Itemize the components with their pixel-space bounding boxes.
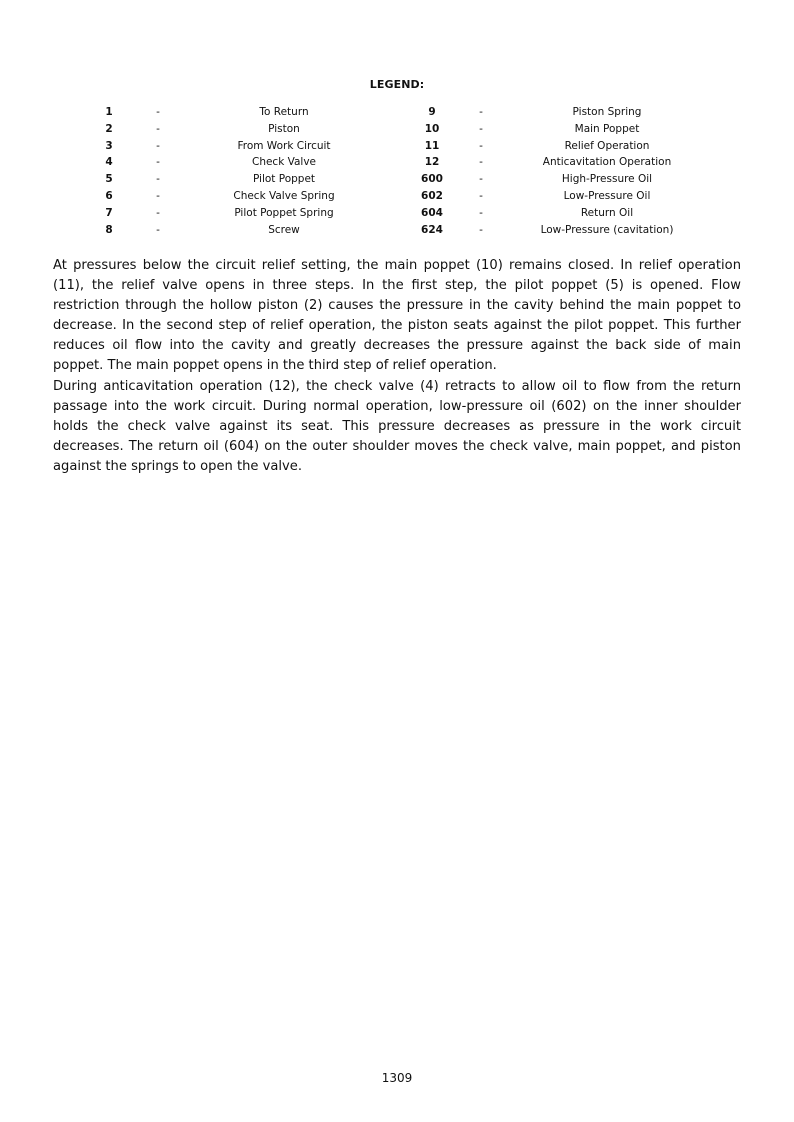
legend-number: 3 <box>105 139 113 152</box>
legend-dash: - <box>156 223 160 236</box>
legend-dash: - <box>156 206 160 219</box>
legend-label: From Work Circuit <box>237 139 331 152</box>
legend-dash: - <box>479 156 483 169</box>
legend-dash: - <box>156 173 160 186</box>
legend-label: Pilot Poppet Spring <box>234 206 334 219</box>
legend-number: 624 <box>421 223 443 236</box>
legend-number: 5 <box>105 173 113 186</box>
legend-label: Return Oil <box>580 206 634 219</box>
legend-number: 2 <box>105 122 113 135</box>
legend-label: Main Poppet <box>574 122 640 135</box>
legend-dash: - <box>156 190 160 202</box>
legend-dash: - <box>479 106 483 118</box>
legend-dash: - <box>479 139 483 152</box>
legend-label: Piston Spring <box>572 106 642 118</box>
page-number: 1309 <box>381 1071 413 1085</box>
legend-label: Check Valve Spring <box>233 190 335 202</box>
legend-label: Anticavitation Operation <box>542 156 672 169</box>
body-paragraph-relief: At pressures below the circuit relief setting, the main poppet (10) remains closed. In relief operation (11), the relief valve opens in three steps. In the first step, the pilot poppet (5) is opened. Flow restriction through the hollow piston (2) causes the pressure in the cavity behind the main poppet to decrease. In the second step of relief operation, the piston seats against the pilot poppet. This further reduces oil flow into the cavity and greatly decreases the pressure against the back side of main poppet. The main poppet opens in the third step of relief operation. <box>53 258 741 373</box>
legend-row <box>0 121 794 138</box>
legend-dash: - <box>156 139 160 152</box>
legend-number: 1 <box>105 106 113 118</box>
legend-dash: - <box>156 156 160 169</box>
legend-label: Piston <box>268 122 300 135</box>
legend-dash: - <box>479 173 483 186</box>
legend-row <box>0 171 794 188</box>
legend-number: 4 <box>105 156 113 169</box>
legend-label: Screw <box>268 223 300 236</box>
legend-dash: - <box>156 106 160 118</box>
legend-title: LEGEND: <box>369 78 425 91</box>
body-paragraph-anticavitation: During anticavitation operation (12), the check valve (4) retracts to allow oil to flow from the return passage into the work circuit. During normal operation, low-pressure oil (602) on the inner shoulder holds the check valve against its seat. This pressure decreases as pressure in the work circuit decreases. The return oil (604) on the outer shoulder moves the check valve, main poppet, and piston against the springs to open the valve. <box>53 379 741 474</box>
legend-number: 7 <box>105 206 113 219</box>
legend-row <box>0 222 794 239</box>
legend-number: 600 <box>421 173 443 186</box>
legend-label: To Return <box>259 106 309 118</box>
legend-dash: - <box>479 223 483 236</box>
legend-dash: - <box>156 122 160 135</box>
legend-label: Relief Operation <box>564 139 650 152</box>
legend-row <box>0 154 794 171</box>
legend-row <box>0 205 794 222</box>
legend-label: Low-Pressure (cavitation) <box>540 223 674 236</box>
legend-number: 12 <box>424 156 440 169</box>
legend-number: 604 <box>421 206 443 219</box>
legend-label: Pilot Poppet <box>252 173 316 186</box>
legend-dash: - <box>479 206 483 219</box>
legend-dash: - <box>479 122 483 135</box>
legend-number: 8 <box>105 223 113 236</box>
legend-label: High-Pressure Oil <box>561 173 653 186</box>
legend-dash: - <box>479 190 483 202</box>
legend-row <box>0 104 794 121</box>
legend-number: 6 <box>105 190 113 202</box>
legend-label: Check Valve <box>251 156 317 169</box>
legend-number: 10 <box>424 122 440 135</box>
legend-number: 11 <box>424 139 440 152</box>
legend-row <box>0 188 794 205</box>
legend-number: 602 <box>421 190 443 202</box>
legend-label: Low-Pressure Oil <box>563 190 651 202</box>
legend-row <box>0 138 794 155</box>
legend-number: 9 <box>428 106 436 118</box>
